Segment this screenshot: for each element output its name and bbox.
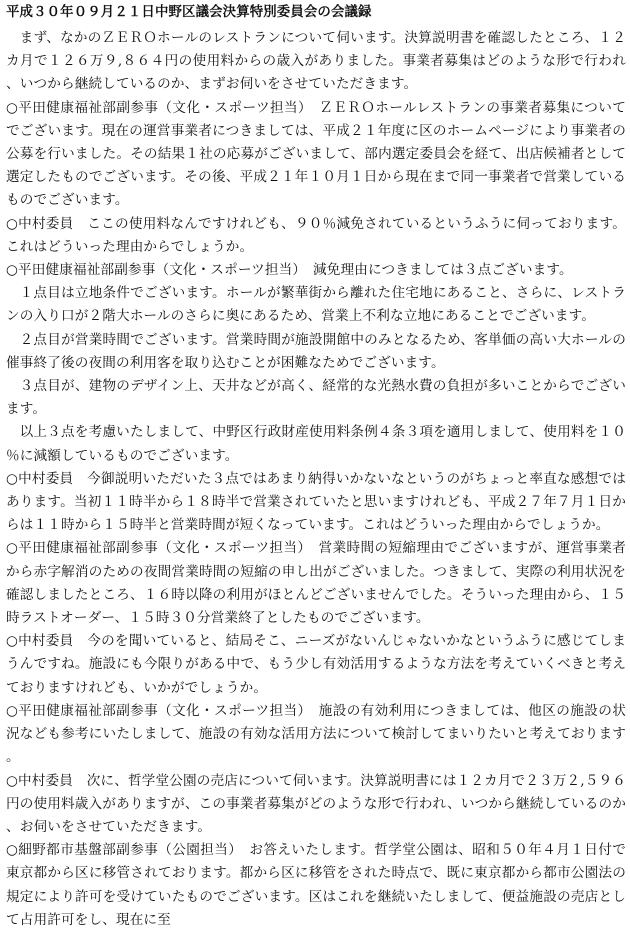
minutes-paragraph: ○平田健康福祉部副参事（文化・スポーツ担当） 施設の有効利用につきましては、他区の施設の状況なども参考にいたしまして、施設の有効な活用方法について検討してまいりたいと考えております。 xyxy=(6,702,626,766)
minutes-document xyxy=(6,2,626,928)
minutes-paragraph: ○細野都市基盤部副参事（公園担当） お答えいたします。哲学堂公園は、昭和５０年４月１日付で東京都から区に移管されております。都から区に移管をされた時点で、既に東京都から都市公園法の規定により許可を受けていたものでございます。区はこれを継続いたしまして、便益施設の売店として占用許可をし、現在に至 xyxy=(6,842,626,928)
minutes-paragraph: まず、なかのＺＥＲＯホールのレストランについて伺います。決算説明書を確認したところ、１２カ月で１２６万９,８６４円の使用料からの歳入がありました。事業者募集はどのような形で行われ、いつから継続しているのか、まずお伺いをさせていただきます。 xyxy=(6,30,626,93)
minutes-paragraph: ○中村委員 今のを聞いていると、結局そこ、ニーズがないんじゃないかなというふうに感じてしまうんですね。施設にも今限りがある中で、もう少し有効活用するような方法を考えていくべきと考えておりますけれども、いかがでしょうか。 xyxy=(6,633,626,696)
minutes-paragraph: ３点目が、建物のデザイン上、天井などが高く、経常的な光熱水費の負担が多いことからでございます。 xyxy=(6,378,626,418)
minutes-paragraph: ２点目が営業時間でございます。営業時間が施設開館中のみとなるため、客単価の高い大ホールの催事終了後の夜間の利用客を取り込むことが困難なためでございます。 xyxy=(6,331,626,371)
minutes-paragraph: ○中村委員 次に、哲学堂公園の売店について伺います。決算説明書には１２カ月で２３万２,５９６円の使用料歳入がありますが、この事業者募集がどのような形で行われ、いつから継続しているのか、お伺いをさせていただきます。 xyxy=(6,772,626,835)
minutes-paragraph: １点目は立地条件でございます。ホールが繁華街から離れた住宅地にあること、さらに、レストランの入り口が２階大ホールのさらに奥にあるため、営業上不利な立地にあることでございます。 xyxy=(6,285,626,325)
minutes-paragraph: ○中村委員 ここの使用料なんですけれども、９０％減免されているというふうに伺っております。これはどういった理由からでしょうか。 xyxy=(6,215,626,255)
minutes-paragraph: ○平田健康福祉部副参事（文化・スポーツ担当） ＺＥＲＯホールレストランの事業者募集についてでございます。現在の運営事業者につきましては、平成２１年度に区のホームページにより事業者の公募を行いました。その結果１社の応募がございまして、部内選定委員会を経て、出店候補者として選定したものでございます。その後、平成２１年１０月１日から現在まで同一事業者で営業しているものでございます。 xyxy=(6,99,626,209)
document-title: 平成３０年０９月２１日中野区議会決算特別委員会の会議録 xyxy=(6,5,372,20)
minutes-paragraph: ○平田健康福祉部副参事（文化・スポーツ担当） 減免理由につきましては３点ございます。 xyxy=(6,262,573,279)
minutes-body xyxy=(6,27,626,932)
minutes-paragraph: ○平田健康福祉部副参事（文化・スポーツ担当） 営業時間の短縮理由でございますが、運営事業者から赤字解消のための夜間営業時間の短縮の申し出がございました。つきまして、実際の利用状況を確認しましたところ、１６時以降の利用がほとんどございませんでした。そういった理由から、１５時ラストオーダー、１５時３０分営業終了としたものでございます。 xyxy=(6,540,626,627)
minutes-paragraph: ○中村委員 今御説明いただいた３点ではあまり納得いかないなというのがちょっと率直な感想ではあります。当初１１時半から１８時半で営業されていたと思いますけれども、平成２７年７月１日からは１１時から１５時半と営業時間が短くなっています。これはどういった理由からでしょうか。 xyxy=(6,470,626,534)
minutes-paragraph: 以上３点を考慮いたしまして、中野区行政財産使用料条例４条３項を適用しまして、使用料を１０％に減額しているものでございます。 xyxy=(6,424,626,464)
